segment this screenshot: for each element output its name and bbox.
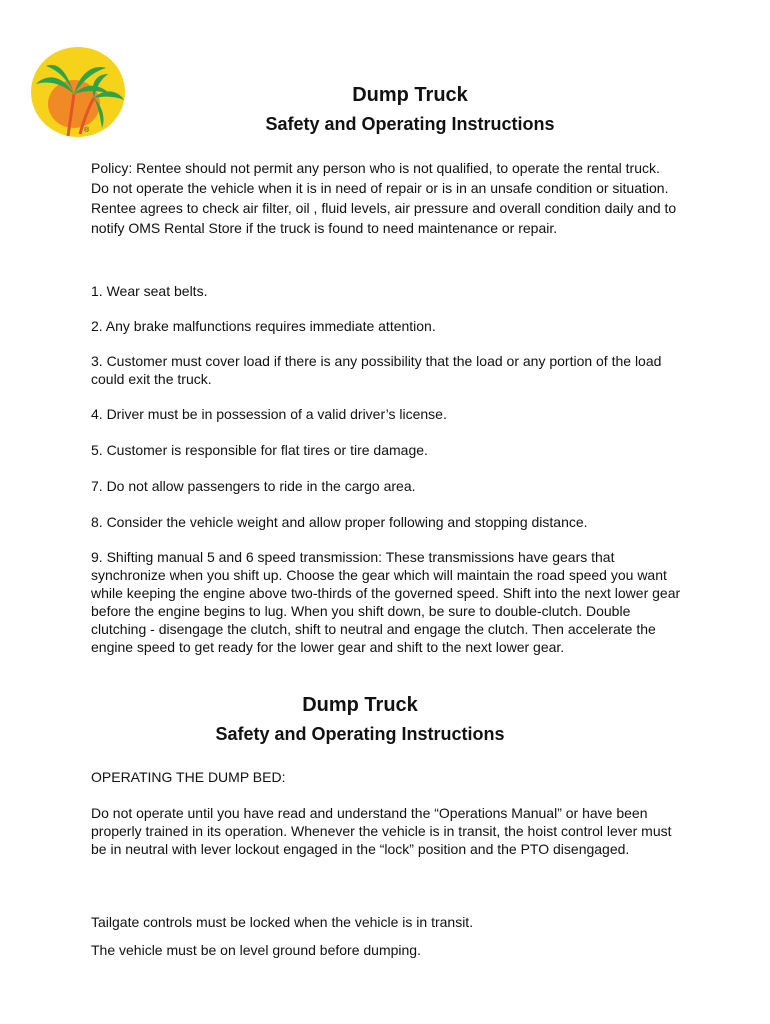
list-item: 4. Driver must be in possession of a valid driver’s license.: [91, 406, 447, 422]
list-item: 5. Customer is responsible for flat tires or tire damage.: [91, 442, 428, 458]
section-title: Dump Truck: [302, 694, 418, 716]
list-item: 2. Any brake malfunctions requires immediate attention.: [91, 318, 436, 334]
page-title: Dump Truck: [352, 84, 468, 106]
list-item: 1. Wear seat belts.: [91, 283, 208, 299]
list-item: 7. Do not allow passengers to ride in the cargo area.: [91, 478, 416, 494]
list-item: 8. Consider the vehicle weight and allow proper following and stopping distance.: [91, 514, 588, 530]
registered-mark: ®: [84, 127, 90, 134]
dump-bed-heading: OPERATING THE DUMP BED:: [91, 769, 286, 785]
policy-paragraph: Policy: Rentee should not permit any person who is not qualified, to operate the rental truck. Do not operate the vehicle when it is in need of repair or is in an unsafe condition or situation. Rentee agrees to check air filter, oil , fluid levels, air pressure and overall condition daily and to notify OMS Rental Store if the truck is found to need maintenance or repair.: [91, 160, 677, 236]
page-subtitle: Safety and Operating Instructions: [265, 114, 555, 134]
level-ground-paragraph: The vehicle must be on level ground before dumping.: [91, 942, 421, 958]
tailgate-paragraph: Tailgate controls must be locked when the vehicle is in transit.: [91, 914, 474, 930]
list-item: 3. Customer must cover load if there is any possibility that the load or any portion of the load could exit the truck.: [91, 353, 662, 387]
section-subtitle: Safety and Operating Instructions: [215, 724, 505, 744]
dump-bed-paragraph: Do not operate until you have read and understand the “Operations Manual” or have been properly trained in its operation. Whenever the vehicle is in transit, the hoist control lever must be in neutral with lever lockout engaged in the “lock” position and the PTO disengaged.: [91, 805, 672, 857]
list-item: 9. Shifting manual 5 and 6 speed transmission: These transmissions have gears that synchronize when you shift up. Choose the gear which will maintain the road speed you want while keeping the engine above two-thirds of the governed speed. Shift into the next lower gear before the engine begins to lug. When you shift down, be sure to double-clutch. Double clutching - disengage the clutch, shift to neutral and engage the clutch. Then accelerate the engine speed to get ready for the lower gear and shift to the next lower gear.: [91, 549, 681, 655]
